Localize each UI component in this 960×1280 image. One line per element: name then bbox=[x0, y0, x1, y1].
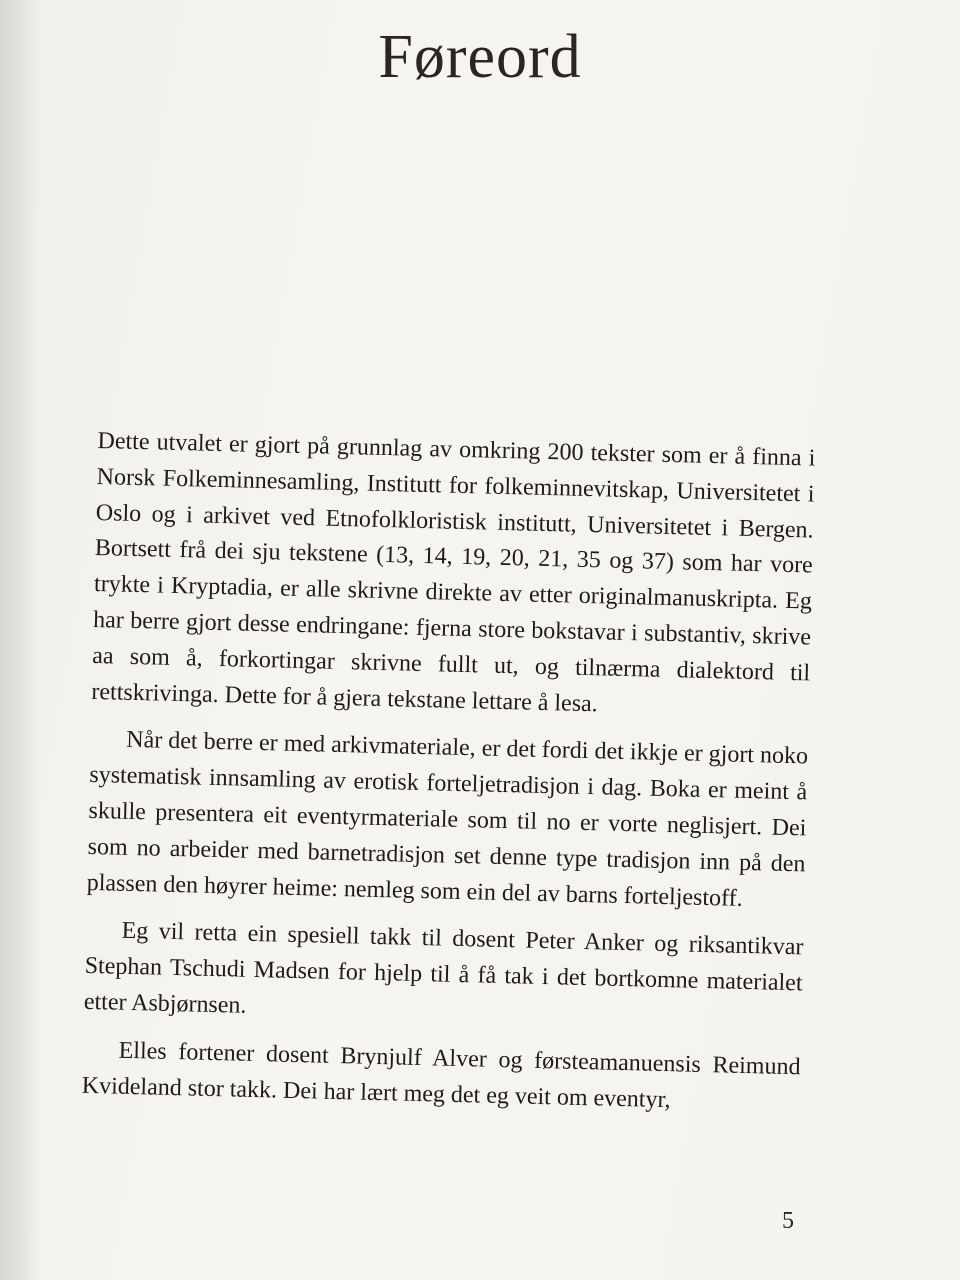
paragraph-4: Elles fortener dosent Brynjulf Alver og førsteamanuensis Reimund Kvideland stor takk. Dei har lært meg det eg veit om eventyr, bbox=[81, 1037, 801, 1113]
paragraph-3: Eg vil retta ein spesiell takk til dosent Peter Anker og riksantikvar Stephan Tschudi Madsen for hjelp til å få tak i det bortkomne materialet etter Asbjørnsen. bbox=[83, 918, 804, 1019]
body-text bbox=[81, 424, 816, 1134]
page-title: Føreord bbox=[378, 23, 582, 91]
page-number: 5 bbox=[782, 1208, 794, 1234]
paragraph-1: Dette utvalet er gjort på grunnlag av omkring 200 tekster som er å finna i Norsk Folkeminnesamling, Institutt for folkeminnevitskap, Universitetet i Oslo og i arkivet ved Etnofolkloristisk institutt, Universitetet i Bergen. Bortsett frå dei sju tekstene (13, 14, 19, 20, 21, 35 og 37) som har vore trykte i Kryptadia, er alle skrivne direkte av etter originalmanuskripta. Eg har berre gjort desse endringane: fjerna store bokstavar i substantiv, skrive aa som å, forkortingar skrivne fullt ut, og tilnærma dialektord til rettskrivinga. Dette for å gjera tekstane lettare å lesa. bbox=[91, 427, 816, 717]
paragraph-2: Når det berre er med arkivmateriale, er det fordi det ikkje er gjort noko systematisk innsamling av erotisk forteljetradisjon i dag. Boka er meint å skulle presentera eit eventyrmateriale som til no er vorte neglisjert. Dei som no arbeider med barnetradisjon set denne type tradisjon inn på den plassen den høyrer heime: nemleg som ein del av barns forteljestoff. bbox=[86, 727, 809, 912]
page-edge-shadow bbox=[0, 0, 40, 1280]
